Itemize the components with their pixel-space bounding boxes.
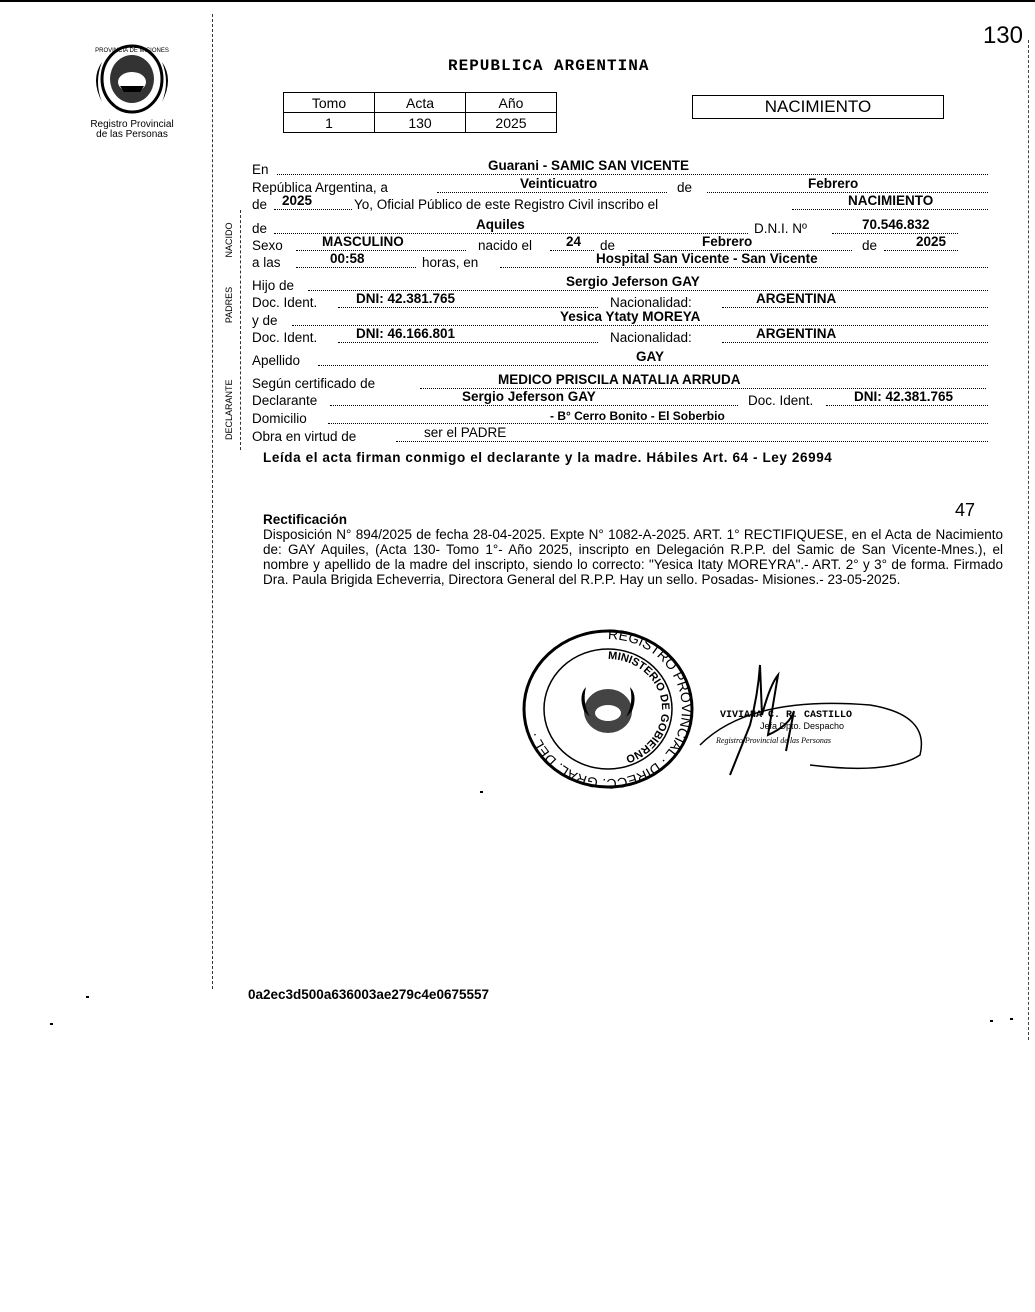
month-value: Febrero — [808, 176, 859, 191]
dni-label: D.N.I. Nº — [754, 221, 807, 236]
year-de-label: de — [252, 197, 268, 212]
time-value: 00:58 — [330, 251, 365, 266]
domicile-label: Domicilio — [252, 411, 307, 426]
province-shield-logo — [82, 42, 182, 116]
birth-year-value: 2025 — [916, 234, 947, 249]
republic-label: República Argentina, a — [252, 180, 388, 195]
logo-text: PROVINCIA DE MISIONES — [95, 48, 169, 54]
row-time — [252, 251, 988, 271]
section-margin-line — [240, 210, 241, 450]
official-text: Yo, Oficial Público de este Registro Civil inscribo el — [354, 197, 659, 212]
father-doc-label: Doc. Ident. — [252, 295, 318, 310]
margin-line — [212, 14, 213, 989]
name-label: de — [252, 221, 268, 236]
declarant-label: Declarante — [252, 393, 318, 408]
mother-nat-label: Nacionalidad: — [610, 330, 692, 345]
row-mother-doc — [252, 326, 988, 346]
signer-role: Jefa Dpto. Despacho — [760, 721, 845, 731]
row-surname — [252, 349, 988, 369]
side-label-nacido: NACIDO — [224, 222, 234, 258]
right-edge-line — [1028, 40, 1030, 1040]
place-value: Guarani - SAMIC SAN VICENTE — [488, 158, 690, 173]
seal-inner-text: MINISTERIO DE GOBIERNO — [607, 649, 672, 765]
row-year — [252, 193, 988, 213]
signer-name: VIVIANA C. R. CASTILLO — [720, 710, 853, 721]
father-doc-value: DNI: 42.381.765 — [356, 291, 456, 306]
mother-label: y de — [252, 313, 278, 328]
signer-office: Registro Provincial de las Personas — [716, 736, 831, 745]
sex-value: MASCULINO — [322, 234, 404, 249]
child-name-value: Aquiles — [476, 217, 525, 232]
side-label-declarante: DECLARANTE — [224, 379, 234, 440]
side-label-padres: PADRES — [224, 286, 234, 324]
scan-speck — [86, 996, 89, 998]
closing-text: Leída el acta firman conmigo el declarante y la madre. Hábiles Art. 64 - Ley 26994 — [263, 450, 833, 465]
role-value: ser el PADRE — [424, 425, 507, 440]
row-role — [252, 425, 988, 445]
row-domicile — [252, 411, 988, 427]
father-name-value: Sergio Jeferson GAY — [566, 274, 700, 289]
surname-value: GAY — [636, 349, 665, 364]
seal-outer-text: REGISTRO PROVINCIAL · DIRECC. GRAL. DEL · — [525, 625, 696, 789]
acta-header: Acta — [375, 93, 466, 113]
correction-number: 47 — [955, 500, 976, 520]
birth-month-value: Febrero — [702, 234, 753, 249]
top-border — [0, 0, 1035, 2]
father-label: Hijo de — [252, 278, 295, 293]
acta-value: 130 — [375, 113, 466, 133]
cert-value: MEDICO PRISCILA NATALIA ARRUDA — [498, 372, 741, 387]
domicile-value: - B° Cerro Bonito - El Soberbio — [550, 409, 725, 423]
birth-day-value: 24 — [566, 234, 582, 249]
tomo-value: 1 — [284, 113, 375, 133]
page-number: 130 — [982, 22, 1023, 49]
day-value: Veinticuatro — [520, 176, 598, 191]
father-nat-value: ARGENTINA — [756, 291, 837, 306]
row-place — [252, 158, 988, 178]
document-hash: 0a2ec3d500a636003ae279c4e0675557 — [248, 987, 489, 1002]
act-type-value: NACIMIENTO — [848, 193, 934, 208]
birth-year-de-label: de — [862, 238, 878, 253]
document-title: REPUBLICA ARGENTINA — [448, 57, 650, 75]
rectification-body: Disposición N° 894/2025 de fecha 28-04-2025. Expte N° 1082-A-2025. ART. 1° RECTIFIQUESE, en el Acta de Nacimiento de: GAY Aquiles, (Acta 130- Tomo 1°- Año 2025, inscripto en Delegación R.P.P. del Samic de San Vicente-Mnes.), el nombre y apellido de la madre del inscripto, siendo lo correcto: "Yesica Itaty MOREYRA".- ART. 2° y 3° de forma. Firmado Dra. Paula Brigida Echeverria, Directora General del R.P.P. Hay un sello. Posadas- Misiones.- 23-05-2025. — [263, 527, 1003, 587]
mother-nat-value: ARGENTINA — [756, 326, 837, 341]
anio-value: 2025 — [466, 113, 557, 133]
registry-table — [283, 92, 557, 133]
cert-label: Según certificado de — [252, 376, 376, 391]
birth-place-value: Hospital San Vicente - San Vicente — [596, 251, 818, 266]
role-label: Obra en virtud de — [252, 429, 357, 444]
born-label: nacido el — [478, 238, 533, 253]
sex-label: Sexo — [252, 238, 283, 253]
org-name-line1: Registro Provincial — [90, 119, 174, 130]
declarant-doc-label: Doc. Ident. — [748, 393, 814, 408]
mother-doc-label: Doc. Ident. — [252, 330, 318, 345]
en-label: En — [252, 162, 269, 177]
anio-header: Año — [466, 93, 557, 113]
record-type-box: NACIMIENTO — [692, 95, 944, 119]
hours-label: horas, en — [422, 255, 479, 270]
scan-speck — [480, 791, 483, 793]
rectification-heading: Rectificación — [263, 512, 348, 527]
tomo-header: Tomo — [284, 93, 375, 113]
birth-de-label: de — [600, 238, 616, 253]
mother-name-value: Yesica Ytaty MOREYA — [560, 309, 701, 324]
row-declarant — [252, 389, 988, 409]
org-name — [70, 120, 194, 140]
surname-label: Apellido — [252, 353, 301, 368]
time-label: a las — [252, 255, 281, 270]
org-name-line2: de las Personas — [96, 129, 168, 140]
scan-speck — [50, 1023, 53, 1025]
year-value: 2025 — [282, 193, 313, 208]
child-dni-value: 70.546.832 — [862, 217, 930, 232]
scan-speck — [990, 1020, 993, 1022]
de-label: de — [677, 180, 693, 195]
father-nat-label: Nacionalidad: — [610, 295, 692, 310]
scan-speck — [1010, 1018, 1013, 1020]
declarant-doc-value: DNI: 42.381.765 — [854, 389, 954, 404]
official-seal — [520, 625, 696, 789]
signature — [690, 655, 940, 785]
mother-doc-value: DNI: 46.166.801 — [356, 326, 456, 341]
declarant-value: Sergio Jeferson GAY — [462, 389, 596, 404]
